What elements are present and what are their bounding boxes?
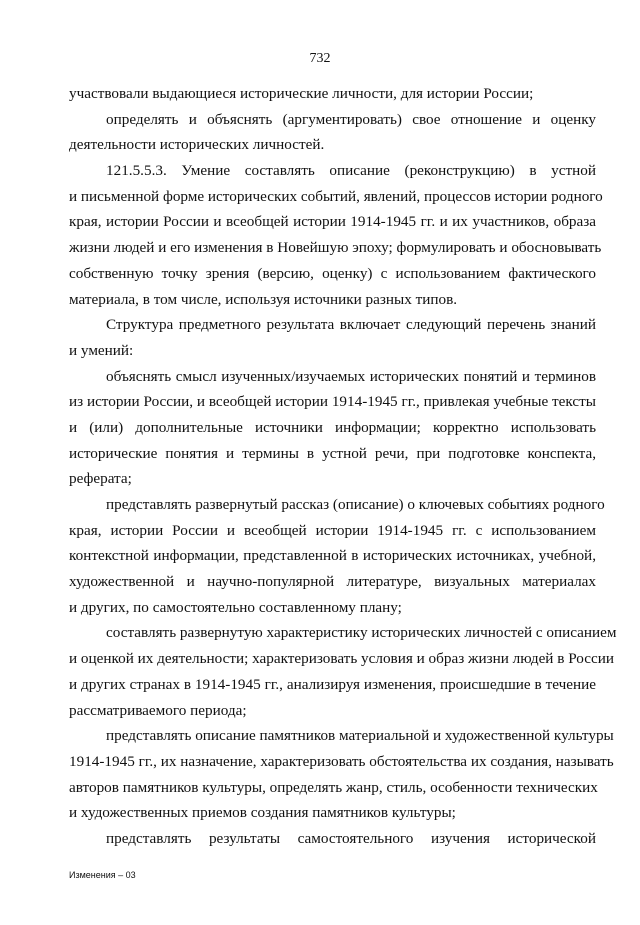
text-line: и художественных приемов создания памятников культуры;: [69, 804, 456, 822]
text-line: представлять описание памятников материальной и художественной культуры: [106, 727, 614, 745]
text-line: из истории России, и всеобщей истории 1914-1945 гг., привлекая учебные тексты: [69, 393, 596, 411]
paragraph: [69, 81, 596, 107]
paragraph: [69, 312, 596, 363]
text-line: представлять развернутый рассказ (описание) о ключевых событиях родного: [106, 496, 605, 513]
text-line: собственную точку зрения (версию, оценку) с использованием фактического: [69, 264, 596, 282]
paragraph: [69, 723, 614, 826]
footer-revision-note: Изменения – 03: [69, 870, 136, 880]
text-line: участвовали выдающиеся исторические личности, для истории России;: [69, 85, 534, 102]
text-line: деятельности исторических личностей.: [69, 136, 325, 154]
text-line: представлять результаты самостоятельного изучения исторической: [106, 829, 596, 847]
document-body: [69, 81, 617, 852]
text-line: реферата;: [69, 470, 132, 488]
text-line: художественной и научно-популярной литературе, визуальных материалах: [69, 573, 596, 591]
paragraph: [69, 158, 603, 312]
text-line: авторов памятников культуры, определять жанр, стиль, особенности технических: [69, 778, 598, 796]
text-line: рассматриваемого периода;: [69, 701, 247, 719]
text-line: и (или) дополнительные источники информации; корректно использовать: [69, 418, 596, 436]
text-line: и других, по самостоятельно составленному плану;: [69, 598, 402, 616]
paragraph: [69, 364, 596, 492]
text-line: составлять развернутую характеристику исторических личностей с описанием: [106, 624, 617, 642]
text-line: исторические понятия и термины в устной речи, при подготовке конспекта,: [69, 444, 596, 462]
text-line: края, истории России и всеобщей истории 1914-1945 гг. с использованием: [69, 521, 596, 539]
paragraph: [69, 107, 596, 158]
text-line: края, истории России и всеобщей истории 1914-1945 гг. и их участников, образа: [69, 213, 596, 231]
text-line: и других странах в 1914-1945 гг., анализируя изменения, происшедшие в течение: [69, 675, 596, 693]
text-line: определять и объяснять (аргументировать) свое отношение и оценку: [106, 110, 596, 128]
text-line: 1914-1945 гг., их назначение, характеризовать обстоятельства их создания, называть: [69, 752, 614, 770]
text-line: и умений:: [69, 341, 134, 359]
text-line: и оценкой их деятельности; характеризовать условия и образ жизни людей в России: [69, 650, 614, 668]
paragraph: [69, 620, 617, 723]
page-number: 732: [309, 51, 331, 66]
text-line: 121.5.5.3. Умение составлять описание (реконструкцию) в устной: [106, 162, 596, 180]
text-line: жизни людей и его изменения в Новейшую эпоху; формулировать и обосновывать: [69, 239, 602, 257]
text-line: материала, в том числе, используя источники разных типов.: [69, 290, 458, 308]
paragraph: [69, 492, 605, 620]
paragraph: [69, 826, 596, 852]
text-line: Структура предметного результата включает следующий перечень знаний: [106, 316, 596, 334]
text-line: и письменной форме исторических событий, явлений, процессов истории родного: [69, 187, 603, 205]
text-line: объяснять смысл изученных/изучаемых исторических понятий и терминов: [106, 367, 596, 385]
text-line: контекстной информации, представленной в исторических источниках, учебной,: [69, 547, 596, 565]
